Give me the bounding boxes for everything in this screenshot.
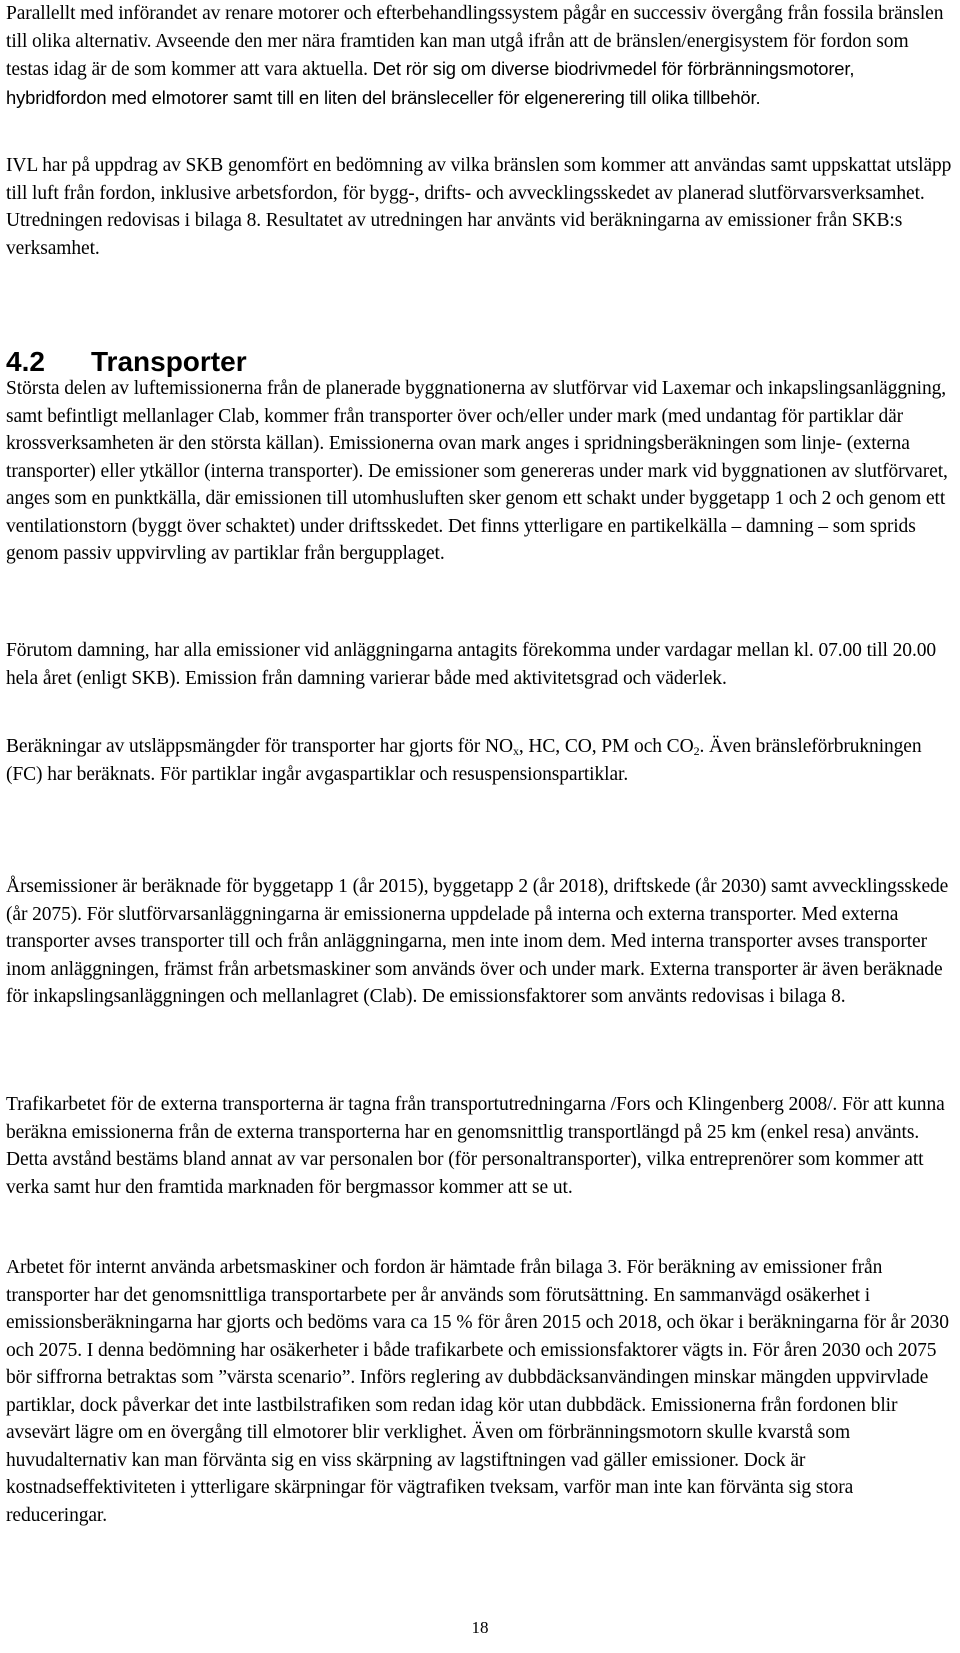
intro-paragraph-1 — [6, 0, 954, 112]
intro-paragraph-1-sans: Det rör sig om diverse biodrivmedel för förbränningsmotorer, hybridfordon med elmotorer samt till en liten del bränsleceller för elgenerering till olika tillbehör. — [6, 58, 855, 108]
section-paragraph-5: Trafikarbetet för de externa transporterna är tagna från transportutredningarna /Fors och Klingenberg 2008/. För att kunna beräkna emissionerna från de externa transporterna har en genomsnittlig transportlängd på 25 km (enkel resa) använts. Detta avstånd bestäms bland annat av var personalen bor (för personaltransporter), vilka entreprenörer som kommer att verka samt hur den framtida marknaden för bergmassor kommer att se ut. — [6, 1094, 945, 1198]
section-number: 4.2 — [6, 346, 45, 377]
section-paragraph-2: Förutom damning, har alla emissioner vid anläggningarna antagits förekomma under vardagar mellan kl. 07.00 till 20.00 hela året (enligt SKB). Emission från damning varierar både med aktivitetsgrad och väderlek. — [6, 640, 937, 689]
section-paragraph-6: Arbetet för internt använda arbetsmaskiner och fordon är hämtade från bilaga 3. För beräkning av emissioner från transporter har det genomsnittliga transportarbete per år används som förutsättning. En sammanvägd osäkerhet i emissionsberäkningarna har gjorts och bedöms vara ca 15 % för åren 2015 och 2018, och ökar i beräkningarna för år 2030 och 2075. I denna bedömning har osäkerheter i både trafikarbete och emissionsfaktorer vägts in. För åren 2030 och 2075 bör siffrorna betraktas som ”värsta scenario”. Införs reglering av dubbdäcksanvändingen minskar mängden uppvirvlade partiklar, dock påverkar det inte lastbilstrafiken som redan idag kör utan dubbdäck. Emissionerna från fordonen blir avsevärt lägre om en övergång till elmotorer blir verklighet. Även om förbränningsmotorn skulle kvarstå som huvudalternativ kan man förvänta sig en viss skärpning av lagstiftningen vad gäller emissioner. Dock är kostnadseffektiviteten i ytterligare skärpningar för vägtrafiken tveksam, varför man inte kan förvänta sig stora reduceringar. — [6, 1257, 949, 1526]
page-number: 18 — [471, 1618, 489, 1637]
section-paragraph-1: Största delen av luftemissionerna från de planerade byggnationerna av slutförvar vid Laxemar och inkapslingsanläggning, samt befintligt mellanlager Clab, kommer från transporter över och/eller under mark (med undantag för partiklar där krossverksamheten är den största källan). Emissionerna ovan mark anges i spridningsberäkningen som linje- (externa transporter) eller ytkällor (interna transporter). De emissioner som genereras under mark vid byggnationen av slutförvaret, anges som en punktkälla, där emissionen till utomhusluften sker genom ett schakt under byggetapp 1 och 2 och genom ett ventilationstorn (byggt över schaktet) under driftsskedet. Det finns ytterligare en partikelkälla – damning – som sprids genom passiv uppvirvling av partiklar från bergupplaget. — [6, 378, 948, 564]
section-title: Transporter — [91, 346, 247, 377]
co2-subscript: 2 — [693, 744, 700, 758]
section-heading — [6, 345, 247, 379]
intro-paragraph-1-serif: Parallellt med införandet av renare motorer och efterbehandlingssystem pågår en successiv övergång från fossila bränslen till olika alternativ. Avseende den mer nära framtiden kan man utgå ifrån att de bränslen/energisystem för fordon som testas idag är de som kommer att vara aktuella. — [6, 3, 944, 80]
section-paragraph-4: Årsemissioner är beräknade för byggetapp 1 (år 2015), byggetapp 2 (år 2018), driftskede (år 2030) samt avvecklingsskede (år 2075). För slutförvarsanläggningarna är emissionerna uppdelade på interna och externa transporter. Med externa transporter avses transporter till och från anläggningarna, men inte inom dem. Med interna transporter avses transporter inom anläggningen, främst från arbetsmaskiner som används över och under mark. Externa transporter är även beräknade för inkapslingsanläggningen och mellanlagret (Clab). De emissionsfaktorer som använts redovisas i bilaga 8. — [6, 876, 949, 1007]
intro-paragraph-2: IVL har på uppdrag av SKB genomfört en bedömning av vilka bränslen som kommer att användas samt uppskattat utsläpp till luft från fordon, inklusive arbetsfordon, för bygg-, drifts- och avvecklingsskedet av planerad slutförvarsverksamhet. Utredningen redovisas i bilaga 8. Resultatet av utredningen har använts vid beräkningarna av emissioner från SKB:s verksamhet. — [6, 155, 952, 259]
section-paragraph-3: Beräkningar av utsläppsmängder för transporter har gjorts för $NO_x$, HC, CO, PM och $CO_2$. Även bränsleförbrukningen (FC) har beräknats. För partiklar ingår avgaspartiklar och resuspensionspartiklar. — [6, 736, 922, 785]
nox-subscript: x — [512, 744, 519, 758]
